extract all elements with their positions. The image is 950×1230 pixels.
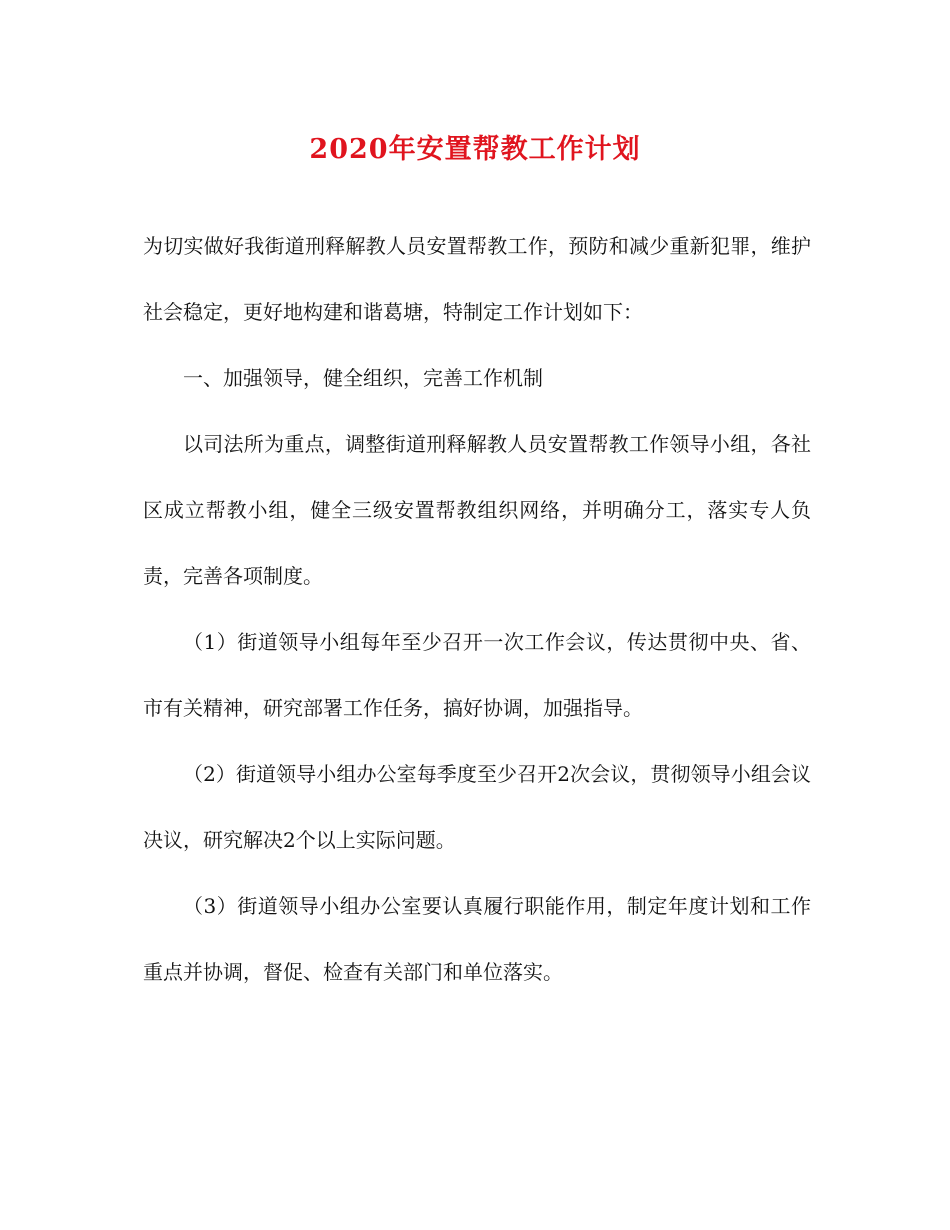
document-body (143, 213, 811, 1005)
document-title: 2020年安置帮教工作计划 (309, 134, 641, 165)
list-item-1: （1）街道领导小组每年至少召开一次工作会议，传达贯彻中央、省、市有关精神，研究部署工作任务，搞好协调，加强指导。 (143, 630, 811, 720)
paragraph-section-1: 以司法所为重点，调整街道刑释解教人员安置帮教工作领导小组，各社区成立帮教小组，健全三级安置帮教组织网络，并明确分工，落实专人负责，完善各项制度。 (143, 432, 811, 588)
list-item-3: （3）街道领导小组办公室要认真履行职能作用，制定年度计划和工作重点并协调，督促、检查有关部门和单位落实。 (143, 894, 811, 984)
paragraph-intro: 为切实做好我街道刑释解教人员安置帮教工作，预防和减少重新犯罪，维护社会稳定，更好地构建和谐葛塘，特制定工作计划如下： (143, 234, 811, 324)
section-heading-1: 一、加强领导，健全组织，完善工作机制 (183, 366, 543, 390)
list-item-2: （2）街道领导小组办公室每季度至少召开2次会议，贯彻领导小组会议决议，研究解决2个以上实际问题。 (143, 762, 811, 852)
